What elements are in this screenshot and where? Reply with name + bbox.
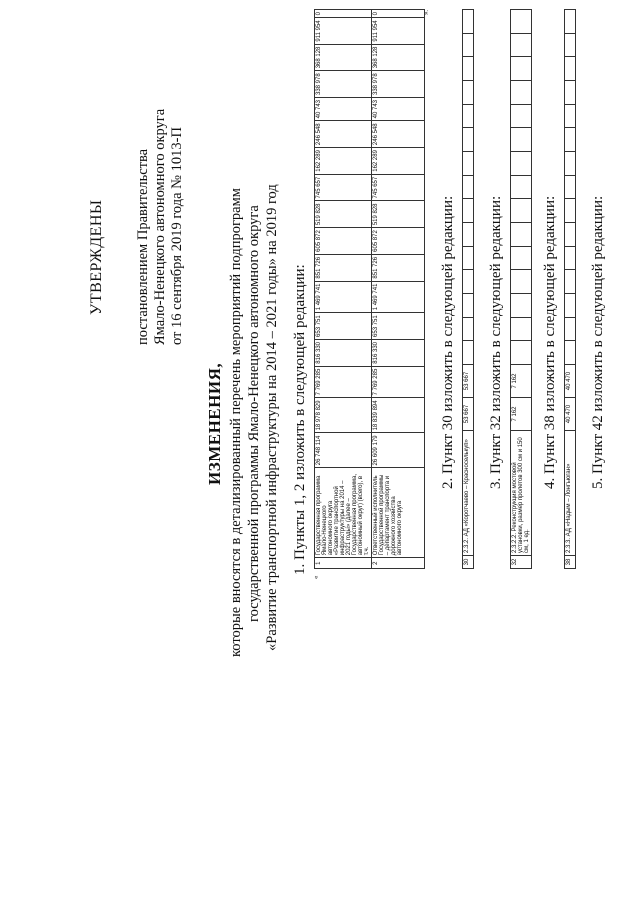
section-1-table xyxy=(314,9,425,569)
section-3-heading: 3. Пункт 32 изложить в следующей редакции: xyxy=(488,195,504,489)
table-cell: 53 667 xyxy=(463,365,474,398)
table-cell: 605 872 xyxy=(315,228,372,255)
table-cell: 26 748 114 xyxy=(315,433,372,468)
table-row xyxy=(511,10,532,569)
table-row xyxy=(315,10,372,569)
document-title: ИЗМЕНЕНИЯ, xyxy=(205,362,224,485)
table-cell: 745 657 xyxy=(315,174,372,201)
table-cell: 40 470 xyxy=(565,398,576,431)
row-name: 2.3.2. АД «Коротчаево – Красноселькуп» xyxy=(463,431,474,556)
section-1-heading: 1. Пункты 1, 2 изложить в следующей редакции: xyxy=(292,264,308,575)
approval-line-3: от 16 сентября 2019 года № 1013-П xyxy=(169,127,185,345)
row-number: 38 xyxy=(565,556,576,569)
row-name: Ответственный исполнитель Государственной программы – департамент транспорта и дорожного хозяйства автономного округа xyxy=(372,468,425,558)
table-cell: 1 469 741 xyxy=(315,281,372,313)
table-cell: 605 872 xyxy=(372,228,425,255)
approval-line-2: Ямало-Ненецкого автономного округа xyxy=(152,108,168,345)
table-cell: 653 751 xyxy=(315,313,372,340)
table-cell: 745 657 xyxy=(372,174,425,201)
table-cell: 816 330 xyxy=(372,339,425,366)
table-row xyxy=(463,10,474,569)
approval-title: УТВЕРЖДЕНЫ xyxy=(88,199,105,315)
row-number: 2 xyxy=(372,558,425,569)
section-3-table xyxy=(510,9,532,569)
section-2-table xyxy=(462,9,474,569)
table-cell: 0 xyxy=(372,10,425,18)
table-row xyxy=(372,10,425,569)
table-row xyxy=(565,10,576,569)
table-cell: 18 978 829 xyxy=(315,398,372,433)
table-cell: 40 743 xyxy=(372,98,425,121)
table-cell: 40 743 xyxy=(315,98,372,121)
row-number: 1 xyxy=(315,558,372,569)
row-name: 2.3.3. АД «Надым – Лонгъюган» xyxy=(565,431,576,556)
table-cell: 368 128 xyxy=(372,44,425,71)
approval-line-1: постановлением Правительства xyxy=(135,148,151,345)
table-cell: 816 330 xyxy=(315,339,372,366)
table-cell: 26 609 179 xyxy=(372,433,425,468)
section-2-heading: 2. Пункт 30 изложить в следующей редакции: xyxy=(440,195,456,489)
heading-line-3: «Развитие транспортной инфраструктуры на 2014 – 2021 годы» на 2019 год xyxy=(264,184,280,651)
section-4-heading: 4. Пункт 38 изложить в следующей редакции: xyxy=(542,195,558,489)
table-cell: 911 954 xyxy=(315,18,372,44)
table-cell: 162 289 xyxy=(315,148,372,175)
heading-line-1: которые вносятся в детализированный перечень мероприятий подпрограмм xyxy=(228,188,244,657)
quote-open: « xyxy=(314,575,320,579)
table-cell: 653 751 xyxy=(372,313,425,340)
table-cell: 7 769 285 xyxy=(315,366,372,398)
table-cell: 519 828 xyxy=(315,201,372,228)
table-cell: 7 162 xyxy=(511,365,532,398)
table-cell: 53 667 xyxy=(463,398,474,431)
table-cell: 1 469 741 xyxy=(372,281,425,313)
heading-line-2: государственной программы Ямало-Ненецкого автономного округа xyxy=(246,205,262,622)
table-cell: 162 289 xyxy=(372,148,425,175)
table-cell: 18 839 894 xyxy=(372,398,425,433)
table-cell: 911 954 xyxy=(372,18,425,44)
table-cell: 246 548 xyxy=(372,121,425,148)
table-cell: 0 xyxy=(315,10,372,18)
table-cell: 851 726 xyxy=(315,254,372,281)
table-cell: 246 548 xyxy=(315,121,372,148)
table-cell: 338 978 xyxy=(372,71,425,98)
section-4-table xyxy=(564,9,576,569)
table-cell: 40 470 xyxy=(565,365,576,398)
table-cell: 368 128 xyxy=(315,44,372,71)
table-cell: 7 769 285 xyxy=(372,366,425,398)
row-number: 32 xyxy=(511,556,532,569)
table-cell: 519 828 xyxy=(372,201,425,228)
row-number: 30 xyxy=(463,556,474,569)
row-name: Государственная программа Ямало-Ненецкого автономного округа «Развитие транспортной инфраструктуры на 2014 – 2021 годы» (далее – Государственная программа, автономный округ) (всего), в т.ч. xyxy=(315,468,372,558)
table-cell: 7 162 xyxy=(511,398,532,431)
quote-close: ». xyxy=(424,9,430,15)
table-cell: 851 726 xyxy=(372,254,425,281)
section-5-heading: 5. Пункт 42 изложить в следующей редакции: xyxy=(590,195,606,489)
table-cell: 338 978 xyxy=(315,71,372,98)
row-name: 2.3.2.2. Реконструкция мостовой установки, размер пролетов 300 см и 150 см, 1 ед. xyxy=(511,431,532,556)
